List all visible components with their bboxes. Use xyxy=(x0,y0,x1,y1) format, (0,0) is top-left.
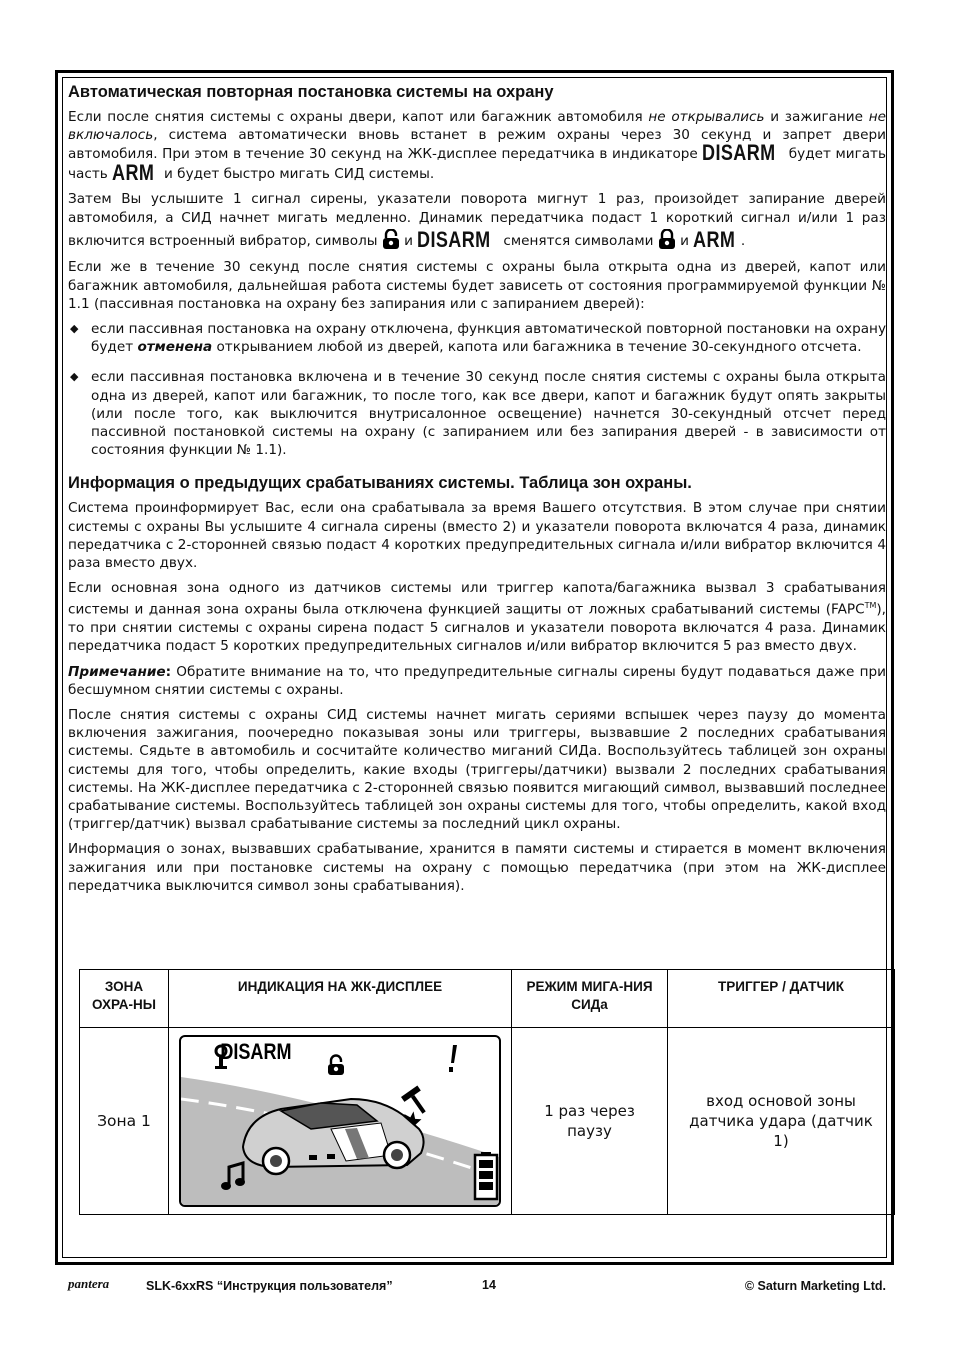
bullet-list xyxy=(68,320,886,459)
text: и xyxy=(675,232,694,249)
note xyxy=(68,663,886,699)
text: Затем Вы услышите 1 сигнал сирены, указатели поворота мигнут 1 раз, произойдет запирание дверей автомобиля, а СИД начнет мигать медленно. Динамик передатчика подаст 1 короткий сигнал и/или 1 раз включится встроенный вибратор, символы xyxy=(68,190,886,249)
text: сменятся символами xyxy=(499,232,658,249)
diamond-bullet-icon: ◆ xyxy=(70,321,79,335)
text: и зажигание xyxy=(764,109,869,125)
text: и будет быстро мигать СИД системы. xyxy=(159,165,435,182)
arm-symbol: ARM xyxy=(693,226,736,252)
paragraph: После снятия системы с охраны СИД системы начнет мигать сериями вспышек через паузу до момента включения зажигания, поочередно показывая зоны или триггеры, вызвавшие 2 последних срабатывания системы. Сядьте в автомобиль и сосчитайте количество миганий СИДа. Воспользуйтесь таблицей зон охраны системы для того, чтобы определить, какие входы (триггеры/датчики) вызвали 2 последних срабатывания системы. На ЖК-дисплее передатчика с 2-сторонней связью появится мигающий символ, вызвавший последнее срабатывание системы. Воспользуйтесь таблицей зон охраны системы для того, чтобы определить, какой вход (триггер/датчик) вызвал срабатывание системы за последний цикл охраны. xyxy=(68,706,886,833)
header-led-mode: РЕЖИМ МИГА-НИЯ СИДа xyxy=(512,970,668,1028)
battery-icon xyxy=(475,1152,497,1199)
header-lcd: ИНДИКАЦИЯ НА ЖК-ДИСПЛЕЕ xyxy=(169,970,512,1028)
footer-title: SLK-6xxRS “Инструкция пользователя” xyxy=(146,1279,393,1293)
paragraph: Система проинформирует Вас, если она срабатывала за время Вашего отсутствия. В этом случае при снятии системы с охраны Вы услышите 4 сигнала сирены (вместо 2) и указатели поворота включатся 4 раза, динамик передатчика с 2-сторонней связью подаст 4 коротких предупредительных сигнала и/или вибратор включится 4 раза вместо двух. xyxy=(68,500,886,571)
paragraph xyxy=(68,108,886,183)
lcd-illustration xyxy=(181,1037,499,1205)
text: , система автоматически вновь встанет в режим охраны через 30 секунд и запрет двери автомобиля. При этом в течение 30 секунд на ЖК-дисплее передатчика в индикаторе xyxy=(68,127,886,163)
lock-open-icon xyxy=(328,1056,344,1076)
disarm-symbol: DISARM xyxy=(702,140,777,166)
arm-symbol: ARM xyxy=(112,159,155,185)
diamond-bullet-icon: ◆ xyxy=(70,370,79,384)
main-content xyxy=(68,82,886,902)
trigger-cell xyxy=(668,1028,895,1215)
exclamation-icon xyxy=(449,1045,457,1072)
text: если пассивная постановка включена и в течение 30 секунд после снятия системы с охраны была открыта одна из дверей, капот или багажник, то после того, как все двери, капот и багажник будут опять закрыты (или после того, как выключится внутрисалонное освещение) начнется 30-секундный отсчет перед пассивной постановкой системы на охрану (с запиранием или без запирания дверей - в зависимости от состояния функции № 1.1). xyxy=(91,369,886,459)
led-mode-cell xyxy=(512,1028,668,1215)
page-number: 14 xyxy=(482,1278,496,1292)
note-colon: : xyxy=(165,663,172,680)
lock-closed-icon xyxy=(658,229,676,249)
text: и xyxy=(399,232,418,249)
text: . xyxy=(740,232,746,249)
lcd-disarm-text: DISARM xyxy=(220,1040,292,1065)
paragraph xyxy=(68,579,886,655)
header-zone: ЗОНА ОХРА-НЫ xyxy=(80,970,169,1028)
header-trigger: ТРИГГЕР / ДАТЧИК xyxy=(668,970,895,1028)
text: если пассивная постановка на охрану отключена, функция автоматической повторной постановки на охрану будет xyxy=(91,320,886,356)
text: Обратите внимание на то, что предупредительные сигналы сирены будут подаваться даже при бесшумном снятии системы с охраны. xyxy=(68,663,886,698)
trademark: TM xyxy=(864,601,877,611)
disarm-symbol: DISARM xyxy=(417,226,491,252)
lock-open-icon xyxy=(382,229,400,249)
copyright: © Saturn Marketing Ltd. xyxy=(744,1279,886,1293)
text: ), то при снятии системы с охраны сирена подаст 5 сигналов и указатели поворота включатся 4 раза. Динамик передатчика подаст 5 коротких предупредительных сигналов и/или вибратор включится 5 раз вместо двух. xyxy=(68,601,886,655)
paragraph: Если же в течение 30 секунд после снятия системы с охраны была открыта одна из дверей, капот или багажник автомобиля, дальнейшая работа системы будет зависеть от состояния программируемой функции № 1.1 (пассивная постановка на охрану без запирания или с запиранием дверей): xyxy=(68,259,886,312)
emphasis: не включалось xyxy=(68,109,886,144)
zone-cell: Зона 1 xyxy=(80,1028,169,1215)
lcd-display xyxy=(179,1035,501,1207)
section-heading-previous-triggers: Информация о предыдущих срабатываниях системы. Таблица зон охраны. xyxy=(68,474,692,493)
list-item xyxy=(68,320,886,356)
text: будет мигать часть xyxy=(68,146,886,182)
zone-table xyxy=(79,969,895,1215)
text: Если после снятия системы с охраны двери, капот или багажник автомобиля xyxy=(68,109,649,125)
pantera-logo: pantera xyxy=(68,1276,110,1291)
text: открыванием любой из дверей, капота или багажника в течение 30-секундного отсчета. xyxy=(212,339,862,356)
text: Если основная зона одного из датчиков системы или триггер капота/багажника вызвал 3 срабатывания системы и данная зона охраны была отключена функцией защиты от ложных срабатываний системы (FAPC xyxy=(68,580,886,618)
table-header-row xyxy=(80,970,895,1028)
note-label: Примечание xyxy=(68,663,166,680)
paragraph: Информация о зонах, вызвавших срабатывание, хранится в памяти системы и стирается в момент включения зажигания или при постановке системы на охрану с помощью передатчика (при этом на ЖК-дисплее передатчика выключится символ зоны срабатывания). xyxy=(68,841,886,894)
paragraph xyxy=(68,190,886,252)
table-row xyxy=(80,1028,895,1215)
emphasis: не открывались xyxy=(648,109,765,125)
emphasis: отменена xyxy=(137,339,213,356)
lcd-cell xyxy=(169,1028,512,1215)
page-footer xyxy=(68,1276,886,1296)
list-item xyxy=(68,368,886,459)
trigger-text: вход основой зоны датчика удара (датчик 1) xyxy=(689,1092,873,1150)
section-heading-auto-rearm: Автоматическая повторная постановка системы на охрану xyxy=(68,83,554,101)
led-mode-text: 1 раз через паузу xyxy=(544,1102,635,1140)
